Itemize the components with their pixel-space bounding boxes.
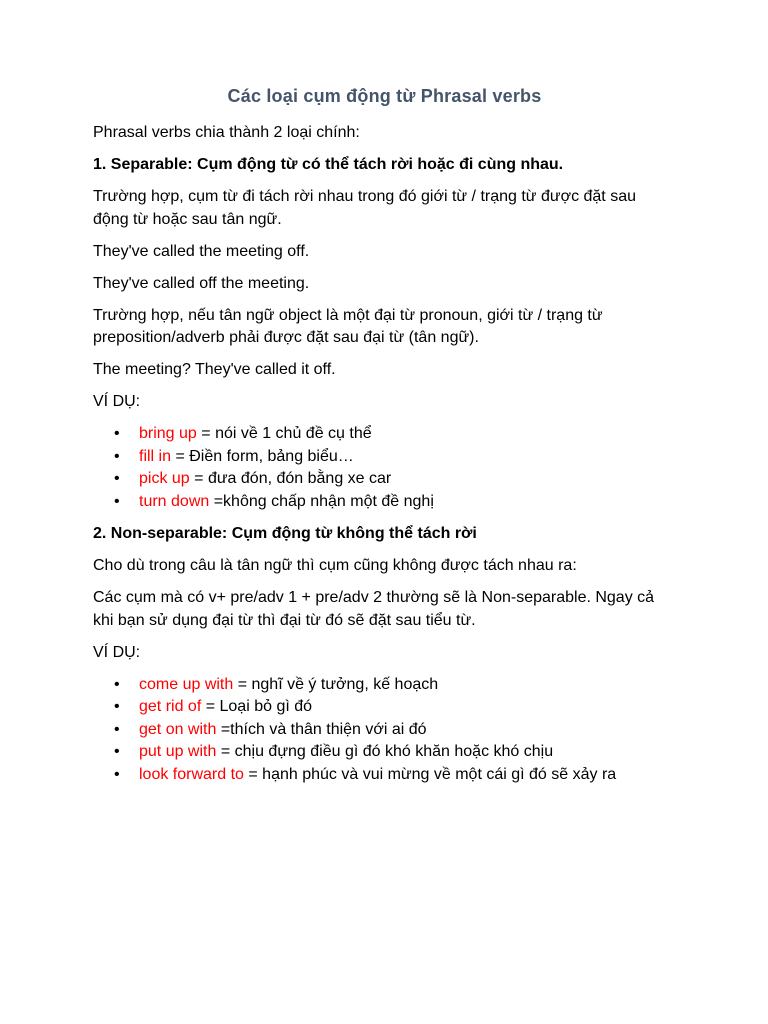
bullet-icon: •: [114, 675, 120, 693]
list-item: [114, 446, 676, 469]
section1-example2: They've called off the meeting.: [93, 274, 310, 292]
document-title: Các loại cụm động từ Phrasal verbs: [227, 86, 542, 106]
phrasal-verb-definition: = nói về 1 chủ đề cụ thể: [196, 425, 372, 442]
phrasal-verb-definition: = đưa đón, đón bằng xe car: [189, 470, 392, 487]
phrasal-verb-definition: =thích và thân thiện với ai đó: [216, 720, 427, 738]
phrasal-verb-definition: = Loại bỏ gì đó: [201, 698, 313, 715]
list-item: [114, 741, 676, 764]
bullet-icon: •: [114, 492, 120, 510]
list-item: [114, 468, 676, 491]
section2-examples-label: VÍ DỤ:: [93, 643, 141, 661]
bullet-icon: •: [114, 470, 120, 487]
list-item: [114, 719, 676, 742]
phrasal-verb-definition: = hạnh phúc và vui mừng về một cái gì đó sẽ xảy ra: [243, 765, 617, 783]
bullet-icon: •: [114, 720, 120, 738]
section1-examples-label: VÍ DỤ:: [93, 393, 141, 410]
section1-paragraph1: Trường hợp, cụm từ đi tách rời nhau trong đó giới từ / trạng từ được đặt sau động từ hoặc sau tân ngữ.: [93, 188, 636, 228]
list-item: [114, 764, 676, 787]
bullet-icon: •: [114, 425, 120, 442]
section2-paragraph2: Các cụm mà có v+ pre/adv 1 + pre/adv 2 thường sẽ là Non-separable. Ngay cả khi bạn sử dụng đại từ thì đại từ đó sẽ đặt sau tiểu từ.: [93, 589, 655, 629]
list-item: [114, 423, 676, 446]
bullet-icon: •: [114, 765, 120, 783]
phrasal-verb-term: get on with: [139, 720, 217, 738]
section2-heading: 2. Non-separable: Cụm động từ không thể tách rời: [93, 525, 477, 542]
section2-list: [93, 674, 676, 787]
section1-list: [93, 423, 676, 513]
phrasal-verb-term: come up with: [139, 675, 234, 693]
list-item: [114, 696, 676, 719]
intro-paragraph: Phrasal verbs chia thành 2 loại chính:: [93, 124, 360, 141]
list-item: [114, 491, 676, 514]
section1-example1: They've called the meeting off.: [93, 242, 310, 260]
phrasal-verb-definition: = nghĩ về ý tưởng, kế hoạch: [233, 675, 439, 693]
phrasal-verb-term: bring up: [139, 425, 197, 442]
phrasal-verb-term: put up with: [139, 743, 217, 760]
bullet-icon: •: [114, 698, 120, 715]
section2-paragraph1: Cho dù trong câu là tân ngữ thì cụm cũng không được tách nhau ra:: [93, 557, 577, 574]
section1-heading: 1. Separable: Cụm động từ có thể tách rời hoặc đi cùng nhau.: [93, 156, 564, 173]
bullet-icon: •: [114, 743, 120, 760]
section1-paragraph2: Trường hợp, nếu tân ngữ object là một đại từ pronoun, giới từ / trạng từ preposition/adverb phải được đặt sau đại từ (tân ngữ).: [93, 306, 603, 346]
phrasal-verb-term: fill in: [139, 447, 172, 465]
phrasal-verb-term: turn down: [139, 492, 210, 510]
phrasal-verb-definition: =không chấp nhận một đề nghị: [209, 492, 434, 510]
list-item: [114, 674, 676, 697]
phrasal-verb-term: pick up: [139, 470, 190, 487]
phrasal-verb-definition: = Điền form, bảng biểu…: [171, 447, 354, 465]
phrasal-verb-term: look forward to: [139, 765, 244, 783]
phrasal-verb-term: get rid of: [139, 698, 202, 715]
bullet-icon: •: [114, 447, 120, 465]
section1-example3: The meeting? They've called it off.: [93, 361, 336, 378]
phrasal-verb-definition: = chịu đựng điều gì đó khó khăn hoặc khó chịu: [216, 743, 554, 760]
